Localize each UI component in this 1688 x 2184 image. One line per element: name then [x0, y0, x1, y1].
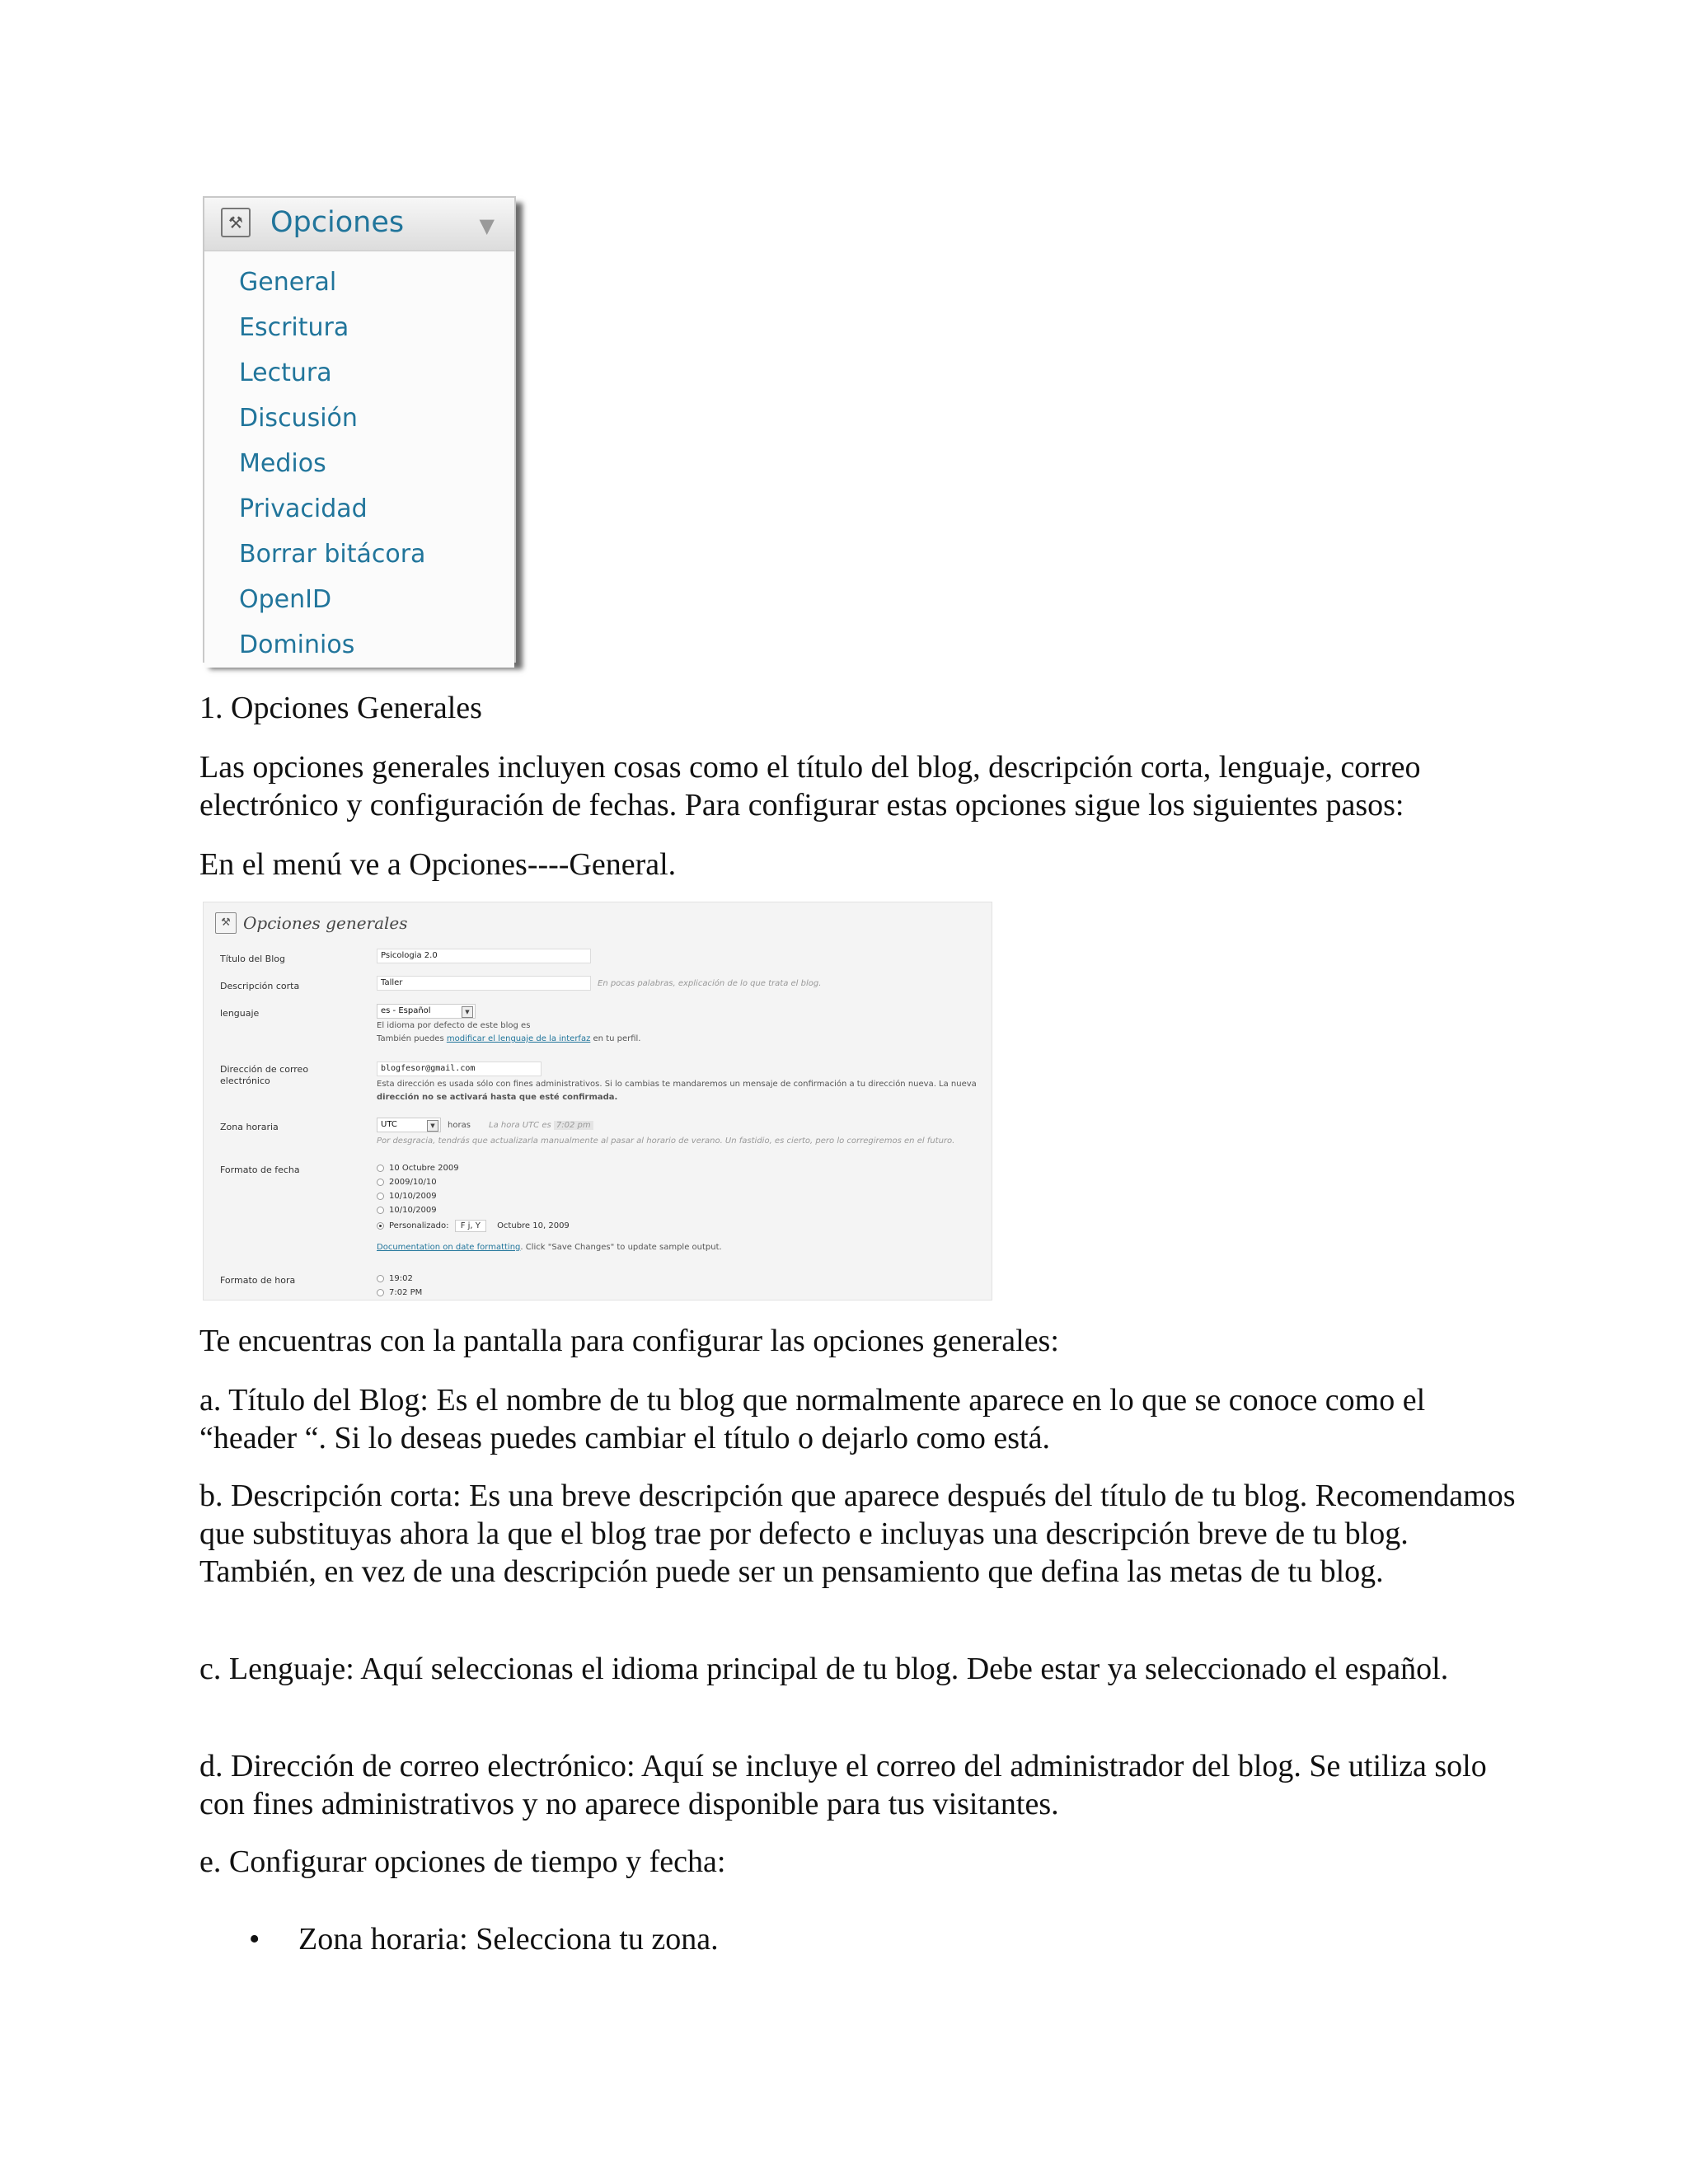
language-note-suffix: en tu perfil.	[593, 1034, 641, 1043]
date-option-text: 10 Octubre 2009	[389, 1164, 459, 1173]
date-option-text: 10/10/2009	[389, 1206, 437, 1215]
blog-title-input[interactable]: Psicologia 2.0	[377, 949, 591, 963]
general-options-title: Opciones generales	[243, 913, 408, 933]
language-value: es - Español	[381, 1006, 431, 1015]
menu-item-medios[interactable]: Medios	[239, 449, 326, 478]
email-input[interactable]: blogfesor@gmail.com	[377, 1062, 542, 1076]
language-label: lenguaje	[220, 1008, 260, 1019]
radio-button[interactable]	[377, 1179, 384, 1186]
tagline-hint: En pocas palabras, explicación de lo que trata el blog.	[598, 979, 822, 988]
menu-item-escritura[interactable]: Escritura	[239, 313, 349, 342]
radio-button-selected[interactable]	[377, 1222, 384, 1230]
menu-item-general[interactable]: General	[239, 268, 337, 297]
interface-language-link[interactable]: modificar el lenguaje de la interfaz	[446, 1034, 591, 1043]
blog-title-label: Título del Blog	[220, 954, 285, 964]
options-menu-title: Opciones	[270, 206, 405, 239]
email-label-line-1: Dirección de correo	[220, 1064, 309, 1075]
language-select[interactable]	[377, 1004, 476, 1019]
radio-button[interactable]	[377, 1207, 384, 1214]
language-note-prefix: También puedes	[377, 1034, 444, 1043]
time-option-text: 19:02	[389, 1274, 413, 1283]
date-option-custom[interactable]	[377, 1220, 570, 1232]
utc-time-text	[489, 1120, 593, 1131]
dropdown-arrow-icon[interactable]: ▼	[462, 1006, 473, 1018]
bullet-item-timezone: Zona horaria: Selecciona tu zona.	[298, 1922, 719, 1957]
timezone-label: Zona horaria	[220, 1122, 279, 1132]
dropdown-arrow-icon[interactable]: ▼	[427, 1120, 438, 1132]
date-option-2[interactable]	[377, 1177, 437, 1188]
timezone-select[interactable]	[377, 1118, 441, 1132]
time-option-text: 7:02 PM	[389, 1288, 423, 1297]
bullet-icon: •	[249, 1922, 260, 1957]
time-format-label: Formato de hora	[220, 1275, 296, 1286]
chevron-down-icon[interactable]: ▼	[479, 214, 495, 237]
menu-instruction: En el menú ve a Opciones----General.	[199, 847, 677, 882]
utc-time-label: La hora UTC es	[489, 1121, 551, 1130]
paragraph-a: a. Título del Blog: Es el nombre de tu blog que normalmente aparece en lo que se conoce como el “header “. Si lo deseas puedes cambiar el título o dejarlo como está.	[199, 1383, 1426, 1455]
radio-button[interactable]	[377, 1165, 384, 1172]
utc-time-value: 7:02 pm	[554, 1121, 593, 1130]
menu-item-openid[interactable]: OpenID	[239, 585, 332, 614]
tools-icon: ⚒	[215, 912, 237, 934]
options-menu-header[interactable]	[204, 198, 514, 251]
menu-item-lectura[interactable]: Lectura	[239, 359, 332, 387]
date-option-4[interactable]	[377, 1205, 437, 1216]
intro-paragraph: Las opciones generales incluyen cosas como el título del blog, descripción corta, lenguaje, correo electrónico y configuración de fechas. Para configurar estas opciones sigue los siguientes pasos:	[199, 750, 1421, 823]
radio-button[interactable]	[377, 1193, 384, 1200]
date-doc-link[interactable]: Documentation on date formatting	[377, 1243, 521, 1252]
section-heading: 1. Opciones Generales	[199, 691, 482, 725]
radio-button[interactable]	[377, 1275, 384, 1282]
screen-intro: Te encuentras con la pantalla para configurar las opciones generales:	[199, 1324, 1059, 1358]
options-menu-screenshot	[203, 196, 516, 663]
tagline-input[interactable]: Taller	[377, 976, 591, 991]
language-note-1: El idioma por defecto de este blog es	[377, 1021, 531, 1030]
tools-icon: ⚒	[221, 208, 251, 237]
date-option-text: 10/10/2009	[389, 1192, 437, 1201]
date-custom-sample: Octubre 10, 2009	[497, 1221, 570, 1230]
email-note-2: dirección no se activará hasta que esté confirmada.	[377, 1093, 618, 1102]
menu-item-privacidad[interactable]: Privacidad	[239, 494, 368, 523]
menu-item-borrar-bitacora[interactable]: Borrar bitácora	[239, 540, 426, 569]
date-option-3[interactable]	[377, 1191, 437, 1202]
paragraph-b: b. Descripción corta: Es una breve descripción que aparece después del título de tu blog. Recomendamos que substituyas ahora la que el blog trae por defecto e incluyas una descripción breve de tu blog. También, en vez de una descripción puede ser un pensamiento que defina las metas de tu blog.	[199, 1479, 1516, 1589]
paragraph-d: d. Dirección de correo electrónico: Aquí se incluye el correo del administrador del blog. Se utiliza solo con fines administrativos y no aparece disponible para tus visitantes.	[199, 1749, 1487, 1821]
date-option-1[interactable]	[377, 1163, 459, 1174]
paragraph-c: c. Lenguaje: Aquí seleccionas el idioma principal de tu blog. Debe estar ya seleccionado el español.	[199, 1652, 1449, 1686]
date-option-text: 2009/10/10	[389, 1178, 437, 1187]
email-note-1: Esta dirección es usada sólo con fines administrativos. Si lo cambias te mandaremos un mensaje de confirmación a tu dirección nueva. La nueva	[377, 1080, 977, 1089]
language-note-2	[377, 1033, 641, 1044]
date-custom-label: Personalizado:	[389, 1221, 449, 1230]
email-label-line-2: electrónico	[220, 1076, 270, 1086]
general-options-header	[215, 912, 408, 934]
menu-item-dominios[interactable]: Dominios	[239, 630, 355, 659]
tagline-label: Descripción corta	[220, 981, 300, 991]
time-option-2[interactable]	[377, 1287, 422, 1298]
timezone-note: Por desgracia, tendrás que actualizarla manualmente al pasar al horario de verano. Un fastidio, es cierto, pero lo corregiremos en el futuro.	[377, 1137, 955, 1146]
timezone-hours-label: horas	[448, 1121, 471, 1130]
timezone-value: UTC	[381, 1120, 397, 1129]
menu-item-discusion[interactable]: Discusión	[239, 404, 358, 433]
general-options-screenshot	[203, 902, 992, 1301]
date-custom-input[interactable]: F j, Y	[455, 1220, 486, 1232]
time-option-1[interactable]	[377, 1273, 413, 1284]
radio-button[interactable]	[377, 1289, 384, 1296]
date-doc-line	[377, 1242, 722, 1253]
date-format-label: Formato de fecha	[220, 1165, 300, 1175]
options-menu-list	[204, 251, 514, 668]
date-doc-suffix: . Click "Save Changes" to update sample output.	[520, 1243, 722, 1252]
paragraph-e: e. Configurar opciones de tiempo y fecha:	[199, 1844, 726, 1879]
